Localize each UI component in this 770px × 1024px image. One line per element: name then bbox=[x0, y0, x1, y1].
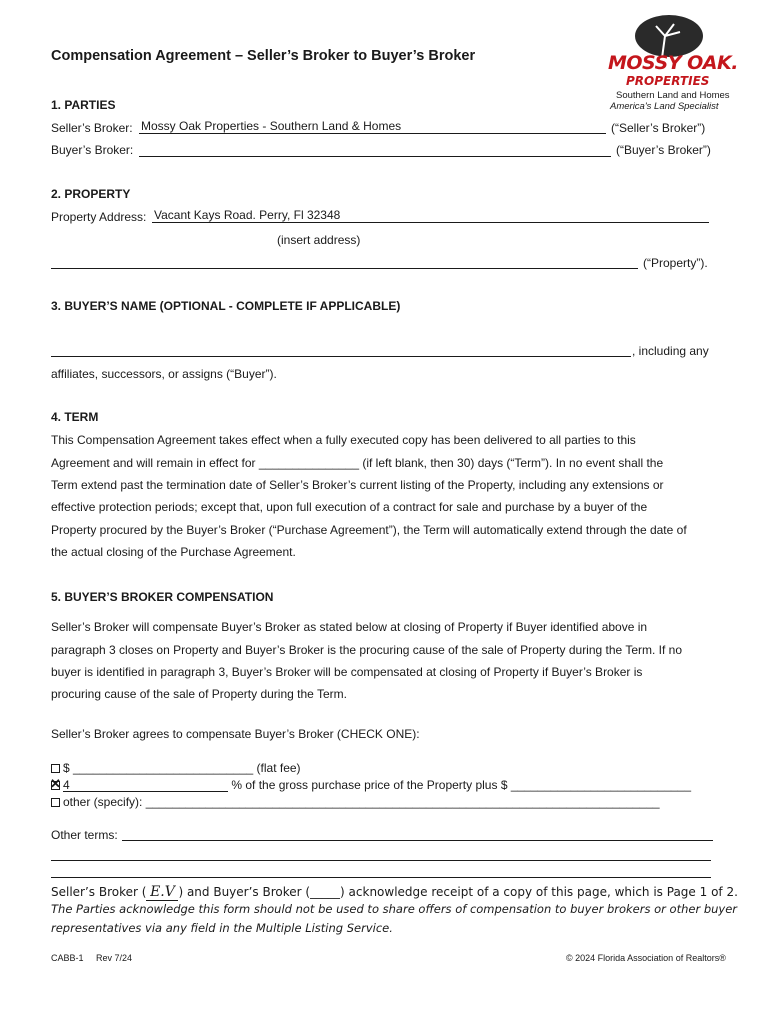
property-address-label: Property Address: bbox=[51, 210, 147, 224]
buyer-name-heading: 3. BUYER’S NAME (OPTIONAL - COMPLETE IF APPLICABLE) bbox=[51, 299, 401, 313]
property-address-line bbox=[152, 222, 709, 223]
option-flat-fee: $ ___________________________ (flat fee) bbox=[51, 761, 301, 775]
buyer-name-suffix: , including any bbox=[632, 344, 709, 358]
term-line: effective protection periods; except that, upon full execution of a contract for sale and purchase by a buyer of the bbox=[51, 500, 648, 514]
check-one-label: Seller’s Broker agrees to compensate Buyer’s Broker (CHECK ONE): bbox=[51, 727, 420, 741]
buyer-name-line2: affiliates, successors, or assigns (“Buyer”). bbox=[51, 367, 277, 381]
term-line: Term extend past the termination date of Seller’s Broker’s current listing of the Property, including any extensions or bbox=[51, 478, 664, 492]
option-percent: ✕4 % of the gross purchase price of the Property plus $ ___________________________ bbox=[51, 778, 691, 792]
page-title: Compensation Agreement – Seller’s Broker to Buyer’s Broker bbox=[51, 48, 476, 64]
property-address-line-2[interactable] bbox=[51, 268, 638, 269]
buyer-name-field[interactable] bbox=[51, 356, 631, 357]
compensation-line: procuring cause of the sale of Property during the Term. bbox=[51, 687, 347, 701]
term-line: Property procured by the Buyer’s Broker (“Purchase Agreement”), the Term will automatically extend through the date of bbox=[51, 523, 687, 537]
other-terms-label: Other terms: bbox=[51, 828, 118, 842]
seller-broker-line bbox=[139, 133, 606, 134]
compensation-line: Seller’s Broker will compensate Buyer’s Broker as stated below at closing of Property if Buyer identified above in bbox=[51, 620, 648, 634]
acknowledgement-line: Seller’s Broker ( E.V ) and Buyer’s Broker (_____) acknowledge receipt of a copy of this page, which is Page 1 of 2. bbox=[51, 884, 738, 900]
property-address-field[interactable]: Vacant Kays Road. Perry, Fl 32348 bbox=[154, 208, 341, 222]
other-checkbox[interactable] bbox=[51, 798, 60, 807]
other-terms-field[interactable] bbox=[122, 840, 713, 841]
seller-broker-suffix: (“Seller’s Broker”) bbox=[611, 121, 706, 135]
percent-field[interactable]: 4 bbox=[63, 779, 228, 792]
compensation-line: buyer is identified in paragraph 3, Buyer’s Broker will be compensated at closing of Property if Buyer’s Broker is bbox=[51, 665, 643, 679]
parties-heading: 1. PARTIES bbox=[51, 98, 116, 112]
insert-address-note: (insert address) bbox=[277, 233, 361, 247]
term-line: This Compensation Agreement takes effect when a fully executed copy has been delivered to all parties to this bbox=[51, 433, 636, 447]
flat-fee-checkbox[interactable] bbox=[51, 764, 60, 773]
option-other: other (specify): _____________________________________________________________________________ bbox=[51, 795, 660, 809]
seller-broker-label: Seller’s Broker: bbox=[51, 121, 133, 135]
copyright: © 2024 Florida Association of Realtors® bbox=[566, 953, 726, 963]
disclaimer-line: The Parties acknowledge this form should not be used to share offers of compensation to buyer brokers or other buyer bbox=[51, 902, 738, 916]
other-terms-line-2[interactable] bbox=[51, 860, 711, 861]
term-line: Agreement and will remain in effect for _______________ (if left blank, then 30) days (“Term”). In no event shall the bbox=[51, 456, 664, 470]
property-suffix: (“Property”). bbox=[643, 256, 708, 270]
mossy-oak-logo: MOSSY OAK. PROPERTIES Southern Land and Homes America's Land Specialist bbox=[604, 14, 734, 114]
term-line: the actual closing of the Purchase Agreement. bbox=[51, 545, 296, 559]
other-terms-line-3[interactable] bbox=[51, 877, 711, 878]
seller-initials-field[interactable]: E.V bbox=[146, 884, 178, 901]
property-heading: 2. PROPERTY bbox=[51, 187, 131, 201]
disclaimer-line: representatives via any field in the Multiple Listing Service. bbox=[51, 921, 393, 935]
buyer-broker-label: Buyer’s Broker: bbox=[51, 143, 134, 157]
seller-broker-field[interactable]: Mossy Oak Properties - Southern Land & Homes bbox=[141, 119, 402, 133]
percent-checkbox[interactable] bbox=[51, 781, 60, 790]
term-heading: 4. TERM bbox=[51, 410, 99, 424]
form-id: CABB-1 bbox=[51, 953, 84, 963]
compensation-line: paragraph 3 closes on Property and Buyer’s Broker is the procuring cause of the sale of Property during the Term. If no bbox=[51, 643, 683, 657]
revision-date: Rev 7/24 bbox=[96, 953, 133, 963]
buyer-broker-suffix: (“Buyer’s Broker”) bbox=[616, 143, 711, 157]
compensation-heading: 5. BUYER’S BROKER COMPENSATION bbox=[51, 590, 274, 604]
buyer-broker-field[interactable] bbox=[139, 156, 611, 157]
